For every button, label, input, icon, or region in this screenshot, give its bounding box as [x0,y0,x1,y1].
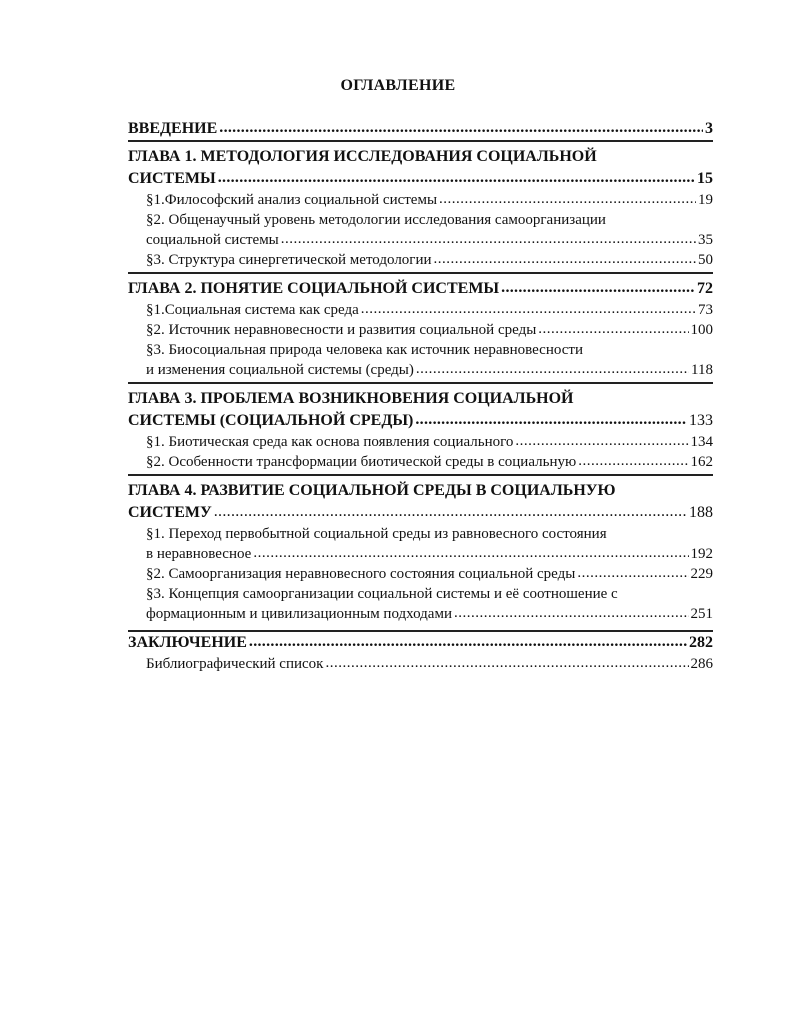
section-label: §3. Структура синергетической методологии [146,252,432,268]
section-page: 19 [698,192,713,208]
toc-section [128,340,713,360]
toc-entry-intro [128,118,713,140]
chapter-title-line1: ГЛАВА 3. ПРОБЛЕМА ВОЗНИКНОВЕНИЯ СОЦИАЛЬНОЙ [128,390,574,407]
chapter-page: 15 [697,170,713,187]
toc-section [128,524,713,544]
chapter-title-line1: ГЛАВА 4. РАЗВИТИЕ СОЦИАЛЬНОЙ СРЕДЫ В СОЦИАЛЬНУЮ [128,482,616,499]
section-label: в неравновесное [146,546,252,562]
section-label: §1. Переход первобытной социальной среды из равновесного состояния [146,526,607,542]
page-title: ОГЛАВЛЕНИЕ [340,77,456,94]
chapter-heading-cont [128,168,713,190]
toc-chapter-1 [128,142,713,272]
dot-leader [515,431,688,451]
chapter-heading [128,388,713,410]
section-page: 50 [698,252,713,268]
section-page: 192 [690,546,713,562]
dot-leader [249,631,687,653]
section-page: 118 [691,362,713,378]
dot-leader [416,359,689,379]
toc-entry-page: 286 [690,656,713,672]
toc-section [128,564,713,584]
section-label: §3. Концепция самоорганизации социальной системы и её соотношение с [146,586,618,602]
chapter-page: 133 [689,412,713,429]
section-page: 73 [698,302,713,318]
section-label: §2. Самоорганизация неравновесного состояния социальной среды [146,566,576,582]
dot-leader [219,117,703,139]
chapter-title-line1: ГЛАВА 1. МЕТОДОЛОГИЯ ИССЛЕДОВАНИЯ СОЦИАЛЬНОЙ [128,148,597,165]
section-label: §1. Биотическая среда как основа появления социального [146,434,514,450]
section-page: 100 [690,322,713,338]
toc-section [128,320,713,340]
chapter-heading [128,278,713,300]
dot-leader [434,249,696,269]
toc-section [128,432,713,452]
toc-section [128,190,713,210]
section-label: §3. Биосоциальная природа человека как источник неравновесности [146,342,583,358]
dot-leader [325,653,688,673]
dot-leader [577,563,688,583]
toc-section-cont [128,604,713,624]
toc-entry-label: ЗАКЛЮЧЕНИЕ [128,634,247,651]
section-page: 251 [690,606,713,622]
dot-leader [361,299,696,319]
section-label: социальной системы [146,232,279,248]
toc-entry-label: Библиографический список [146,656,324,672]
toc-entry-page: 282 [689,634,713,651]
dot-leader [439,189,696,209]
dot-leader [415,409,687,431]
section-label: §1.Философский анализ социальной системы [146,192,438,208]
dot-leader [253,543,688,563]
dot-leader [214,501,687,523]
toc-section [128,210,713,230]
section-page: 134 [690,434,713,450]
section-page: 35 [698,232,713,248]
chapter-title-line2: СИСТЕМЫ [128,170,216,187]
toc-section-cont [128,544,713,564]
toc-section [128,584,713,604]
section-label: §2. Общенаучный уровень методологии исследования самоорганизации [146,212,606,228]
section-label: §2. Источник неравновесности и развития социальной среды [146,322,537,338]
chapter-heading [128,146,713,168]
chapter-title-line2: СИСТЕМУ [128,504,212,521]
toc-chapter-2 [128,274,713,382]
dot-leader [454,603,689,623]
toc-section-cont [128,360,713,380]
toc-entry-conclusion [128,632,713,654]
chapter-heading-cont [128,410,713,432]
toc-section [128,250,713,270]
section-label: формационным и цивилизационным подходами [146,606,452,622]
toc-section [128,452,713,472]
dot-leader [538,319,688,339]
dot-leader [578,451,688,471]
toc-entry-label: ВВЕДЕНИЕ [128,120,218,137]
toc-chapter-3 [128,384,713,474]
section-label: §2. Особенности трансформации биотической среды в социальную [146,454,577,470]
toc-chapter-4 [128,476,713,626]
section-label: и изменения социальной системы (среды) [146,362,414,378]
chapter-title-line2: СИСТЕМЫ (СОЦИАЛЬНОЙ СРЕДЫ) [128,412,414,429]
dot-leader [501,277,695,299]
section-page: 162 [690,454,713,470]
toc-section-cont [128,230,713,250]
dot-leader [281,229,696,249]
chapter-heading-cont [128,502,713,524]
chapter-page: 72 [697,280,713,297]
toc-entry-bibliography [128,654,713,674]
dot-leader [218,167,695,189]
chapter-heading [128,480,713,502]
chapter-title-line1: ГЛАВА 2. ПОНЯТИЕ СОЦИАЛЬНОЙ СИСТЕМЫ [128,280,500,297]
toc-entry-page: 3 [705,120,713,137]
table-of-contents [128,118,713,674]
toc-section [128,300,713,320]
section-page: 229 [690,566,713,582]
section-label: §1.Социальная система как среда [146,302,359,318]
chapter-page: 188 [689,504,713,521]
